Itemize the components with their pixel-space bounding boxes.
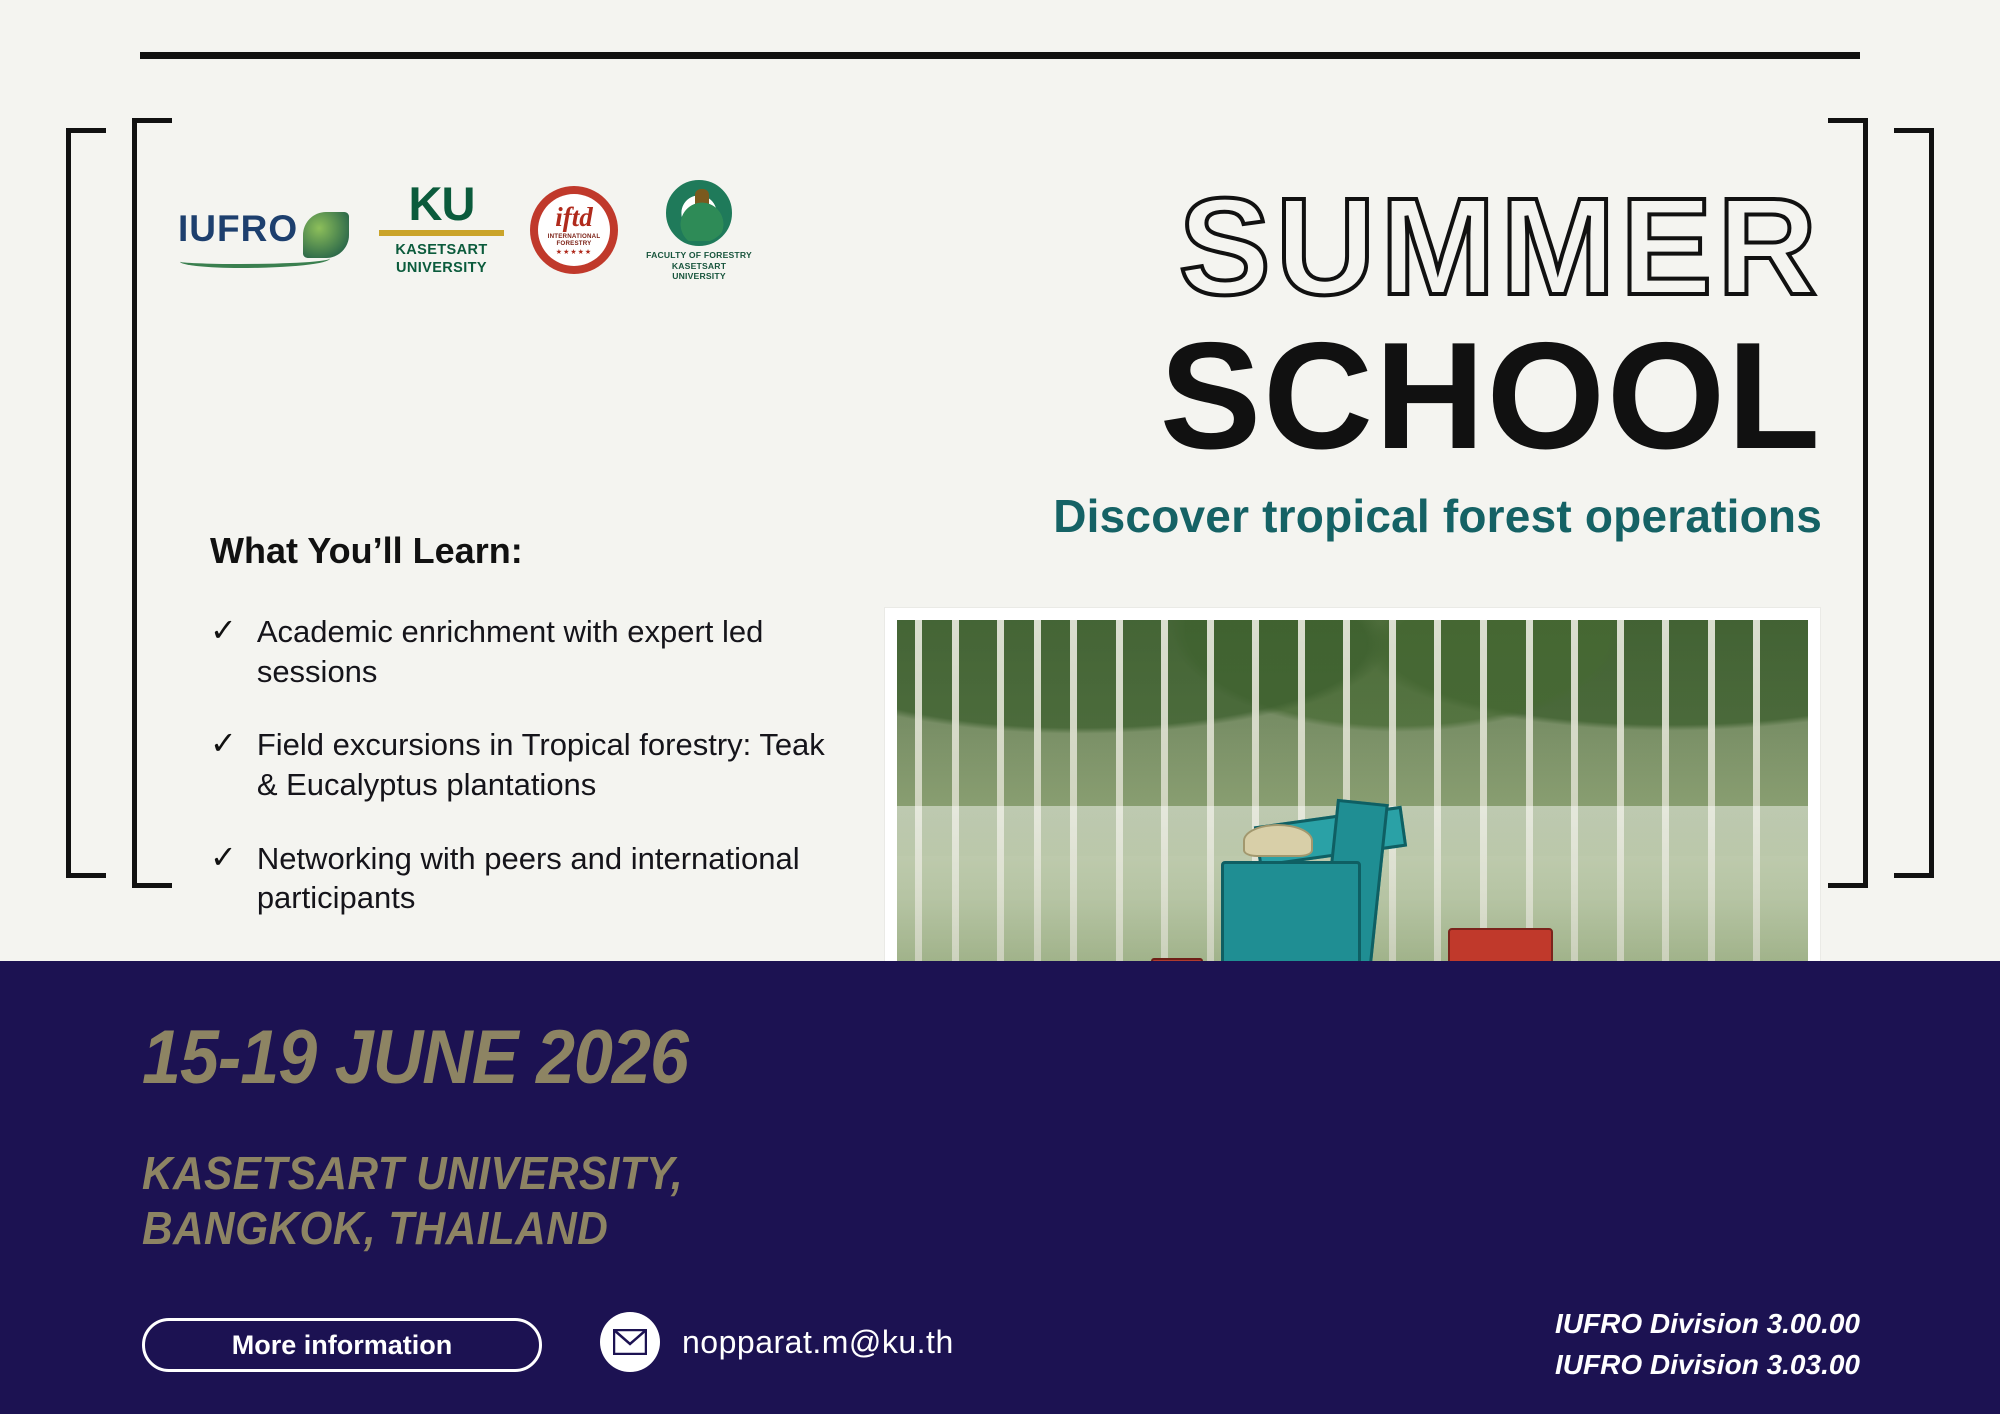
check-icon: ✓ [210,838,237,875]
iftd-logo-circle [530,186,618,274]
envelope-icon [600,1312,660,1372]
ku-gold-bar [379,230,504,236]
learn-heading: What You’ll Learn: [210,530,523,571]
frame-bracket-outer-right [1894,128,1934,878]
list-item [210,725,850,804]
logo-row [178,177,754,282]
iftd-logo [530,186,618,274]
iufro-logo-text: IUFRO [178,208,299,249]
check-icon: ✓ [210,612,237,648]
learn-item-text: Networking with peers and international participants [256,840,800,916]
venue-line-2: BANGKOK, THAILAND [142,1202,609,1255]
top-rule-divider [140,52,1860,59]
iftd-monogram: iftd [555,202,593,233]
more-information-button[interactable]: More information [142,1318,542,1372]
learn-item-text: Field excursions in Tropical forestry: Teak & Eucalyptus plantations [256,727,825,803]
division-line-1: IUFRO Division 3.00.00 [1555,1308,1860,1339]
what-you-will-learn-section [210,530,850,952]
contact-email-text[interactable]: nopparat.m@ku.th [682,1323,954,1360]
iftd-logo-inner [538,194,610,266]
division-line-2: IUFRO Division 3.03.00 [1555,1348,1860,1380]
event-date: 15-19 JUNE 2026 [142,1015,688,1100]
tree-emblem-icon [666,180,732,246]
list-item [210,612,850,691]
frame-bracket-inner-right [1828,118,1868,888]
iufro-logo [178,200,353,274]
list-item [210,839,850,918]
faculty-of-forestry-logo [644,180,754,282]
swoosh-icon [180,252,330,268]
ku-logo-caption: KASETSART UNIVERSITY [395,241,488,276]
contact-email-block[interactable] [600,1312,954,1372]
check-icon: ✓ [210,725,237,762]
frame-bracket-inner-left [132,118,172,888]
headline-tagline: Discover tropical forest operations [1053,489,1822,542]
learn-item-text: Academic enrichment with expert led sessions [256,614,764,689]
venue-line-1: KASETSART UNIVERSITY, [142,1147,684,1199]
headline-summer: SUMMER [1178,170,1822,324]
headline-school: SCHOOL [1159,311,1822,481]
iufro-divisions [1555,1304,1860,1385]
iftd-logo-caption: INTERNATIONAL FORESTRY [547,233,601,247]
event-venue [142,1146,683,1256]
kasetsart-university-logo [379,177,504,276]
faculty-logo-caption: FACULTY OF FORESTRY KASETSART UNIVERSITY [646,250,752,282]
operator-hat [1243,824,1313,858]
stars-icon: ★★★★★ [555,248,593,256]
headline-block [1053,170,1822,543]
frame-bracket-outer-left [66,128,106,878]
ku-monogram: KU [408,177,475,230]
